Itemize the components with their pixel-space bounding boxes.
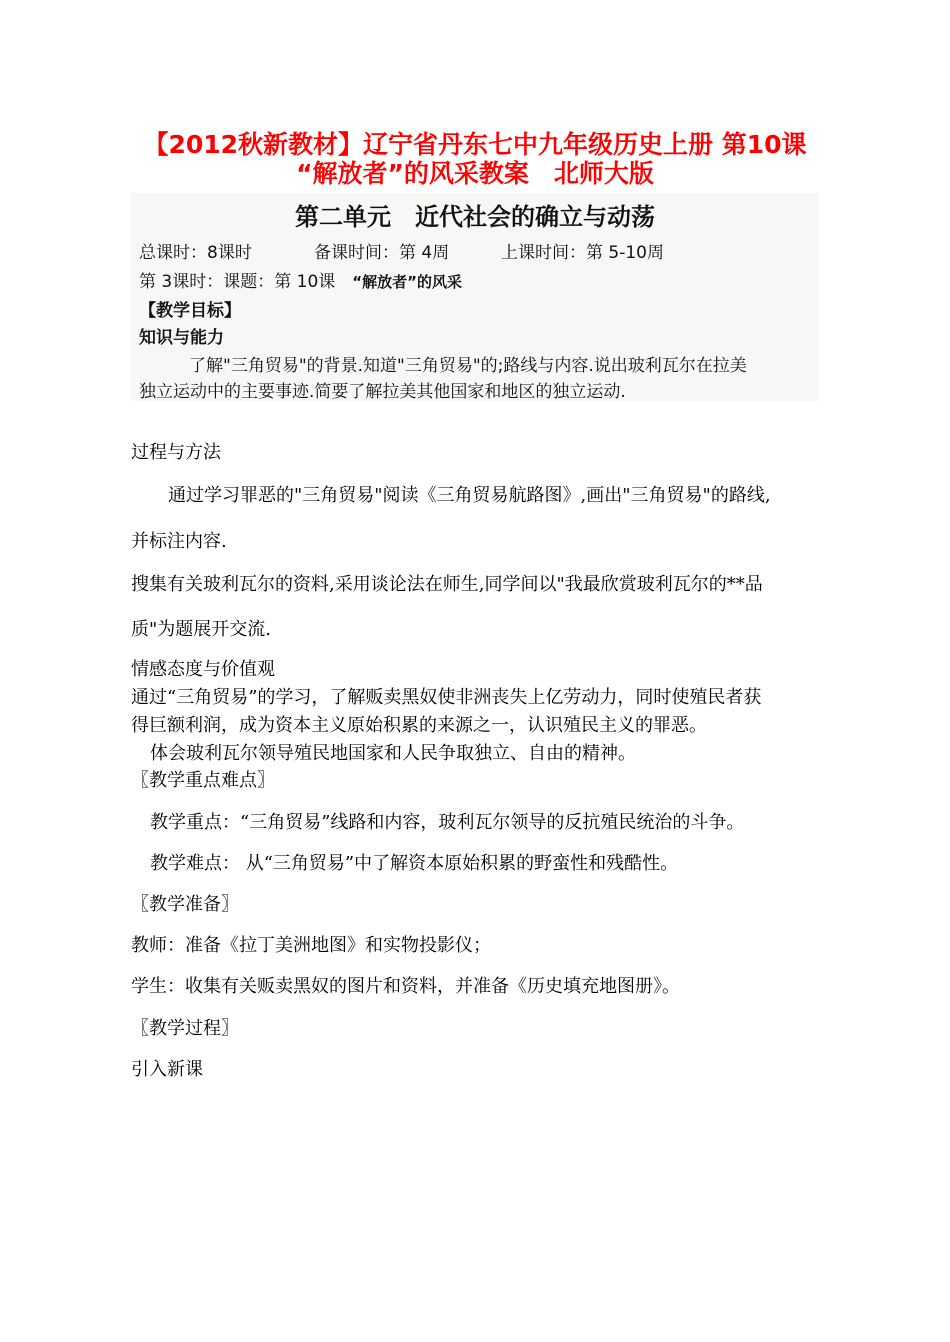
collect-line-1: 搜集有关玻利瓦尔的资料,采用谈论法在师生,同学间以"我最欣赏玻利瓦尔的**品 <box>131 574 763 595</box>
key-difficulty-heading: 〖教学重点难点〗 <box>131 770 275 791</box>
emotion-line-3: 体会玻利瓦尔领导殖民地国家和人民争取独立、自由的精神。 <box>150 743 636 764</box>
preparation-heading: 〖教学准备〗 <box>131 894 239 915</box>
unit-title: 第二单元 近代社会的确立与动荡 <box>295 203 655 231</box>
key-point: 教学重点：“三角贸易”线路和内容，玻利瓦尔领导的反抗殖民统治的斗争。 <box>150 812 745 833</box>
collect-line-2: 质"为题展开交流. <box>131 619 272 640</box>
teacher-preparation: 教师：准备《拉丁美洲地图》和实物投影仪； <box>131 935 491 956</box>
student-preparation: 学生：收集有关贩卖黑奴的图片和资料，并准备《历史填充地图册》。 <box>131 976 680 997</box>
knowledge-heading: 知识与能力 <box>139 328 224 348</box>
scanned-header-image <box>131 193 819 401</box>
lesson-line <box>139 267 462 292</box>
emotion-heading: 情感态度与价值观 <box>131 659 275 680</box>
teaching-process-heading: 〖教学过程〗 <box>131 1018 239 1039</box>
knowledge-line-2: 独立运动中的主要事迹.简要了解拉美其他国家和地区的独立运动. <box>139 382 626 401</box>
document-title-line-1: 【2012秋新教材】辽宁省丹东七中九年级历史上册 第10课 <box>143 130 807 159</box>
document-title-line-2: “解放者”的风采教案 北师大版 <box>296 159 654 188</box>
intro-new-lesson: 引入新课 <box>131 1059 203 1080</box>
prep-time: 备课时间：第 4周 <box>314 243 450 263</box>
lesson-number: 第 3课时：课题：第 10课 <box>139 272 353 292</box>
class-time: 上课时间：第 5-10周 <box>501 243 664 263</box>
difficult-point: 教学难点： 从“三角贸易”中了解资本原始积累的野蛮性和残酷性。 <box>150 853 679 874</box>
process-line-1: 通过学习罪恶的"三角贸易"阅读《三角贸易航路图》,画出"三角贸易"的路线, <box>168 485 771 506</box>
process-line-2: 并标注内容. <box>131 531 227 552</box>
objectives-heading: 【教学目标】 <box>139 301 241 321</box>
lesson-topic: “解放者”的风采 <box>352 273 462 291</box>
emotion-line-2: 得巨额利润，成为资本主义原始积累的来源之一，认识殖民主义的罪恶。 <box>131 715 707 736</box>
total-hours: 总课时：8课时 <box>139 243 252 263</box>
emotion-line-1: 通过“三角贸易”的学习，了解贩卖黑奴使非洲丧失上亿劳动力，同时使殖民者获 <box>131 687 762 708</box>
process-heading: 过程与方法 <box>131 442 221 463</box>
knowledge-line-1: 了解"三角贸易"的背景.知道"三角贸易"的;路线与内容.说出玻利瓦尔在拉美 <box>189 356 747 376</box>
